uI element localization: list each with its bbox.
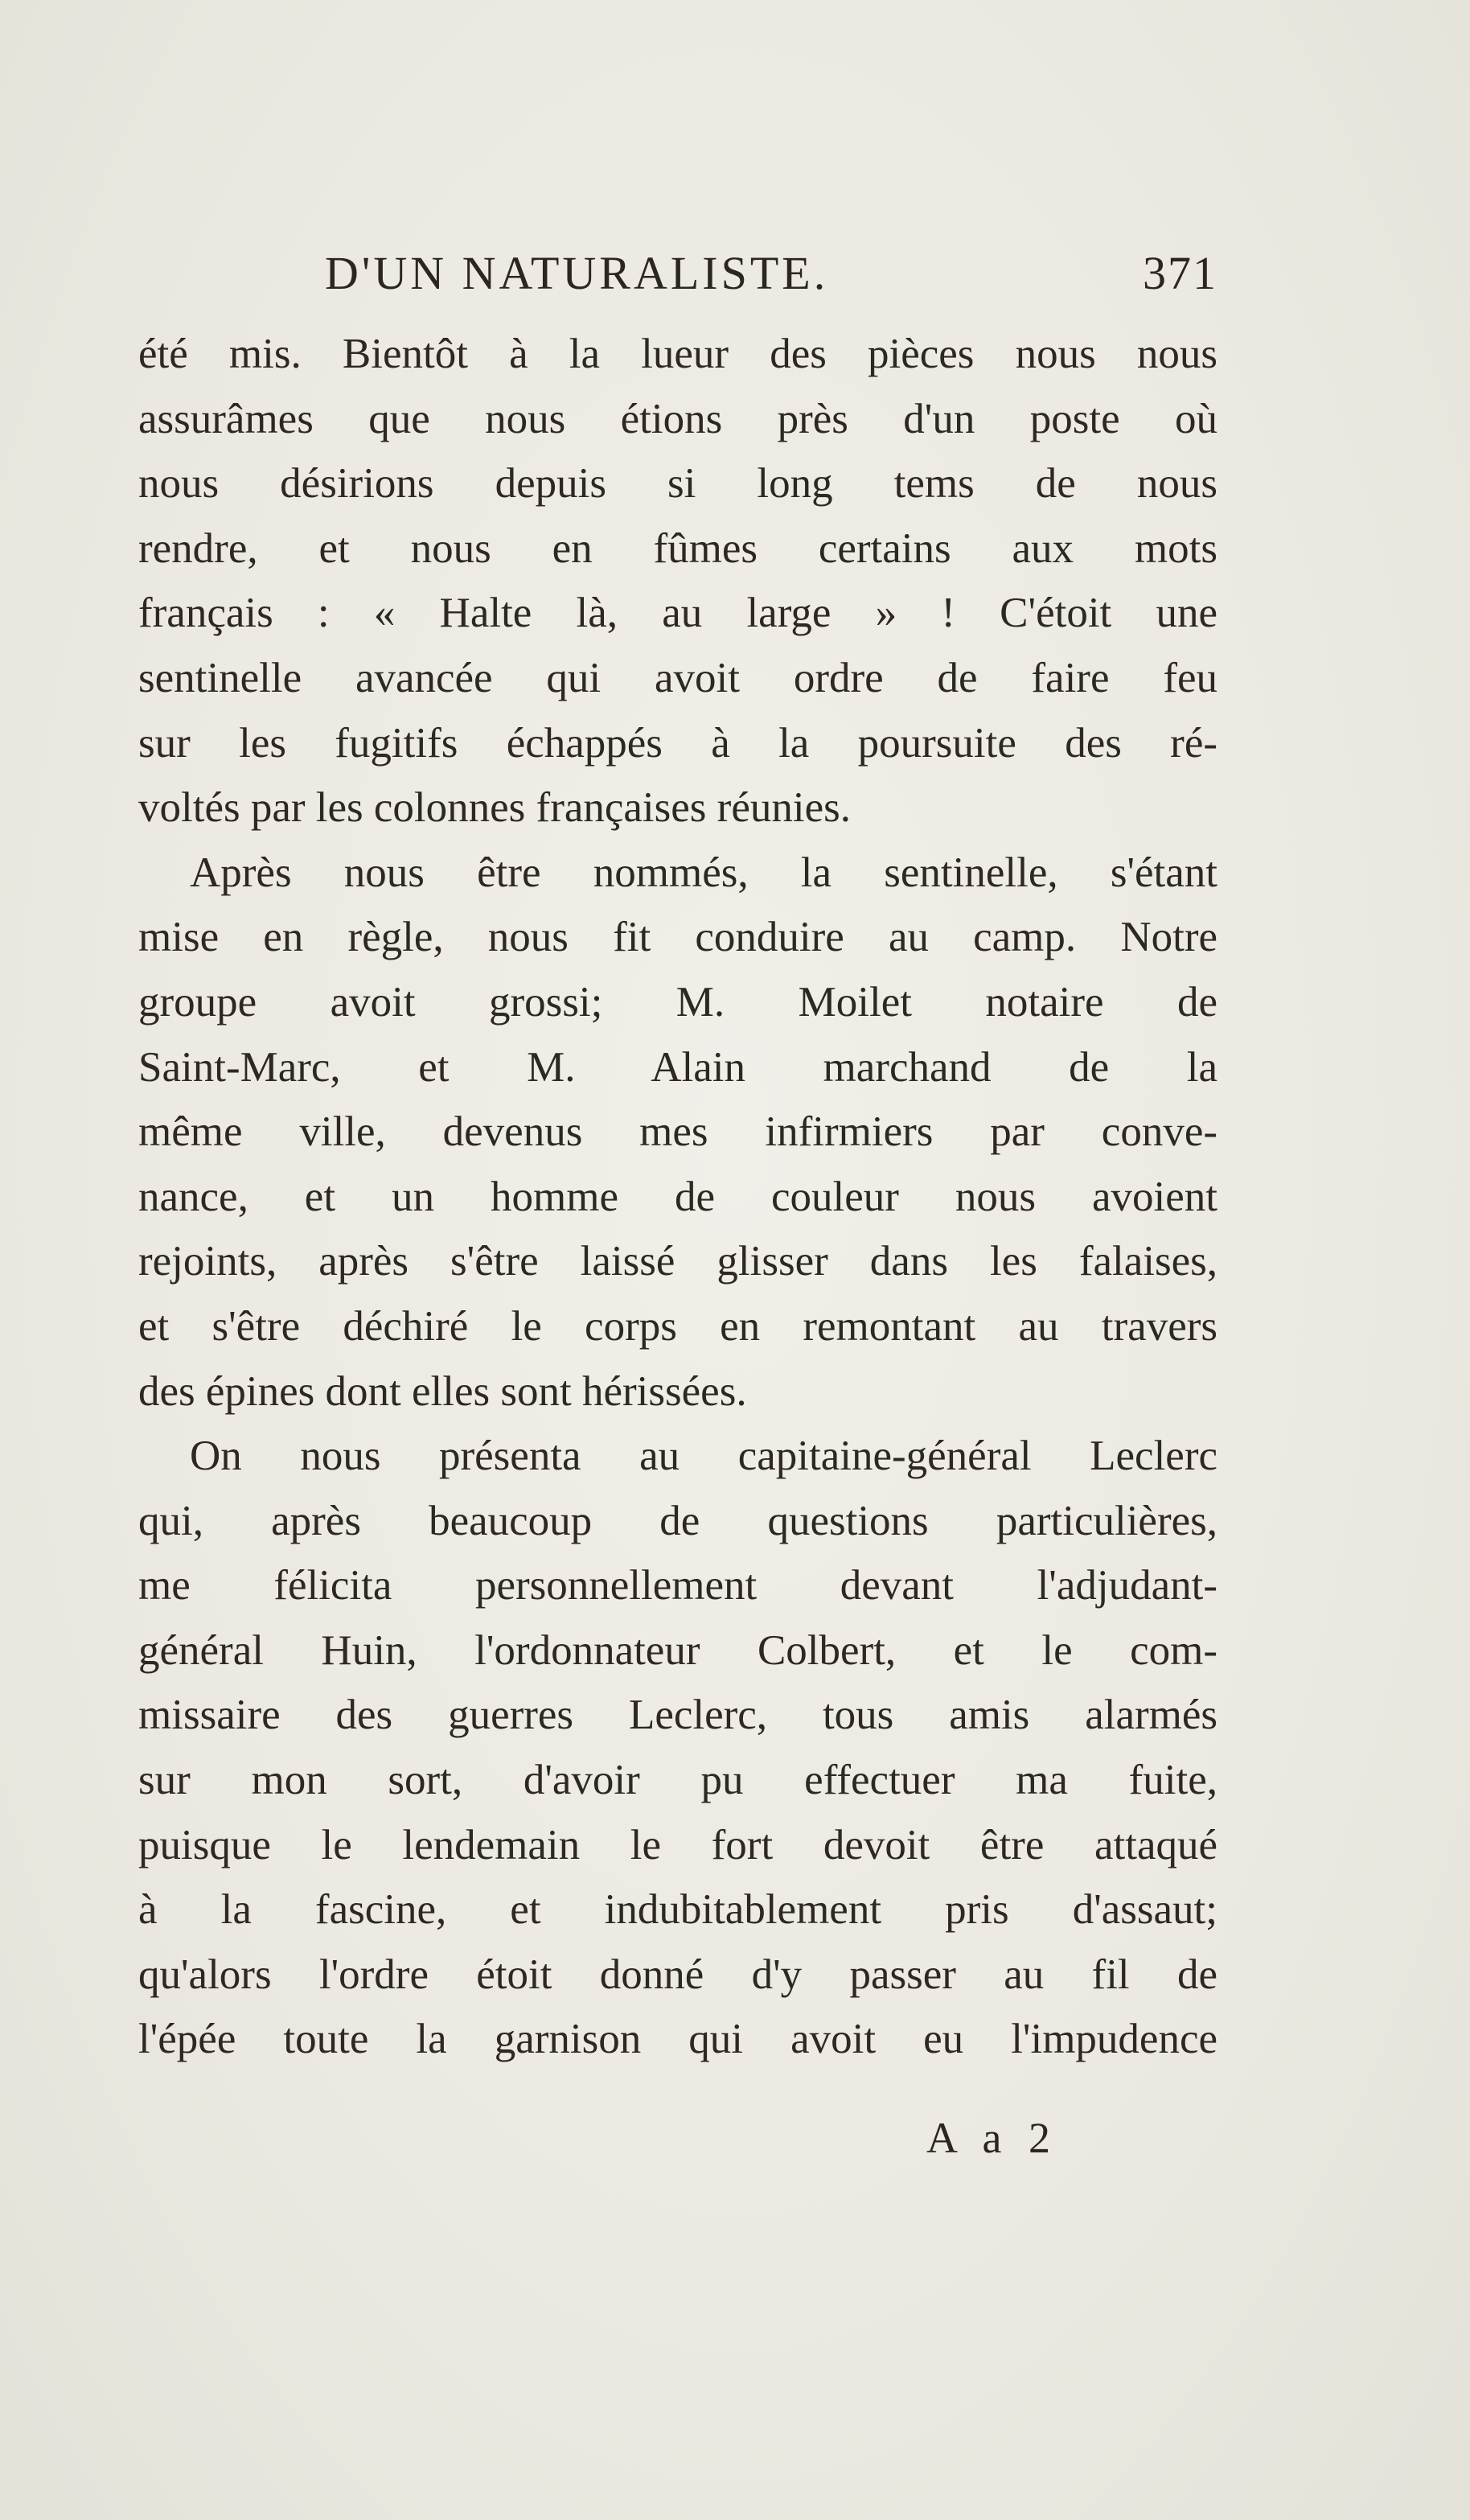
text-line: été mis. Bientôt à la lueur des pièces nous nous: [138, 331, 1217, 377]
text-line: Après nous être nommés, la sentinelle, s'étant: [190, 849, 1217, 896]
paragraph: [138, 322, 1217, 841]
text-line: rejoints, après s'être laissé glisser dans les falaises,: [138, 1238, 1217, 1285]
text-line: qui, après beaucoup de questions particulières,: [138, 1497, 1217, 1544]
text-line: à la fascine, et indubitablement pris d'assaut;: [138, 1886, 1217, 1934]
text-line: sur mon sort, d'avoir pu effectuer ma fuite,: [138, 1757, 1217, 1804]
text-line: missaire des guerres Leclerc, tous amis alarmés: [138, 1692, 1217, 1739]
text-line: qu'alors l'ordre étoit donné d'y passer au fil de: [138, 1951, 1217, 1998]
text-line: français : « Halte là, au large » ! C'étoit une: [138, 590, 1217, 637]
text-line: nous désirions depuis si long tems de nous: [138, 460, 1217, 508]
text-line: nance, et un homme de couleur nous avoient: [138, 1173, 1217, 1220]
running-title: D'UN NATURALISTE.: [325, 247, 829, 299]
paragraph: [138, 841, 1217, 1424]
text-line: sur les fugitifs échappés à la poursuite des ré-: [138, 719, 1217, 767]
text-line: général Huin, l'ordonnateur Colbert, et le com-: [138, 1626, 1217, 1674]
text-line: me félicita personnellement devant l'adjudant-: [138, 1562, 1217, 1609]
text-line: assurâmes que nous étions près d'un poste où: [138, 395, 1217, 442]
text-line: puisque le lendemain le fort devoit être attaqué: [138, 1821, 1217, 1868]
text-line: des épines dont elles sont hérissées.: [138, 1367, 747, 1415]
text-line: l'épée toute la garnison qui avoit eu l'impudence: [138, 2016, 1217, 2063]
text-line: On nous présenta au capitaine-général Leclerc: [190, 1433, 1217, 1480]
body-text: [138, 322, 1217, 2072]
text-line: voltés par les colonnes françaises réunies.: [138, 784, 851, 832]
text-line: et s'être déchiré le corps en remontant au travers: [138, 1302, 1217, 1350]
page-number: 371: [1143, 247, 1217, 299]
text-line: même ville, devenus mes infirmiers par conve-: [138, 1108, 1217, 1156]
running-head: [325, 241, 1217, 306]
signature-mark: A a 2: [926, 2114, 1058, 2162]
text-line: sentinelle avancée qui avoit ordre de faire feu: [138, 654, 1217, 701]
text-line: Saint-Marc, et M. Alain marchand de la: [138, 1043, 1217, 1091]
text-line: rendre, et nous en fûmes certains aux mots: [138, 524, 1217, 572]
text-line: mise en règle, nous fit conduire au camp. Notre: [138, 914, 1217, 961]
paragraph: [138, 1424, 1217, 2072]
text-line: groupe avoit grossi; M. Moilet notaire de: [138, 978, 1217, 1026]
